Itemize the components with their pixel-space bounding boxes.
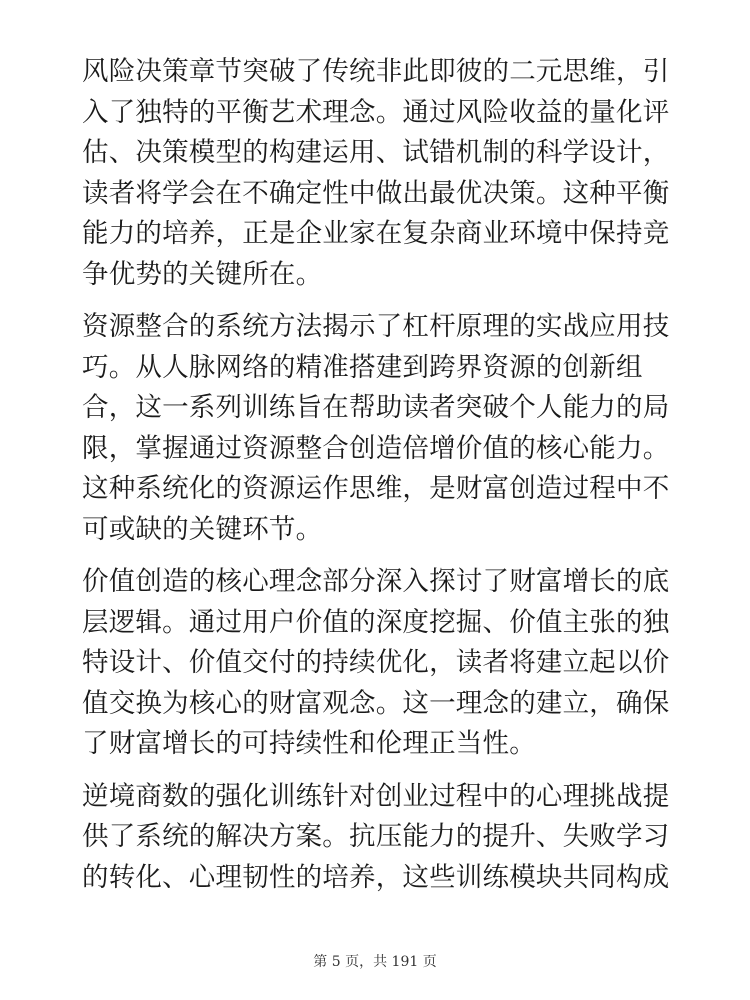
paragraph-adversity-quotient: 逆境商数的强化训练针对创业过程中的心理挑战提供了系统的解决方案。抗压能力的提升、失败学习的转化、心理韧性的培养，这些训练模块共同构成: [82, 780, 670, 893]
paragraph-value-creation: 价值创造的核心理念部分深入探讨了财富增长的底层逻辑。通过用户价值的深度挖掘、价值主张的独特设计、价值交付的持续优化，读者将建立起以价值交换为核心的财富观念。这一理念的建立，确保了财富增长的可持续性和伦理正当性。: [82, 566, 670, 759]
page-number-footer: 第 5 页，共 191 页: [313, 954, 437, 970]
page-body: [82, 52, 682, 910]
paragraph-risk-decision: 风险决策章节突破了传统非此即彼的二元思维，引入了独特的平衡艺术理念。通过风险收益的量化评估、决策模型的构建运用、试错机制的科学设计，读者将学会在不确定性中做出最优决策。这种平衡能力的培养，正是企业家在复杂商业环境中保持竞争优势的关键所在。: [82, 56, 670, 290]
paragraph-resource-integration: 资源整合的系统方法揭示了杠杆原理的实战应用技巧。从人脉网络的精准搭建到跨界资源的创新组合，这一系列训练旨在帮助读者突破个人能力的局限，掌握通过资源整合创造倍增价值的核心能力。这种系统化的资源运作思维，是财富创造过程中不可或缺的关键环节。: [82, 311, 670, 545]
